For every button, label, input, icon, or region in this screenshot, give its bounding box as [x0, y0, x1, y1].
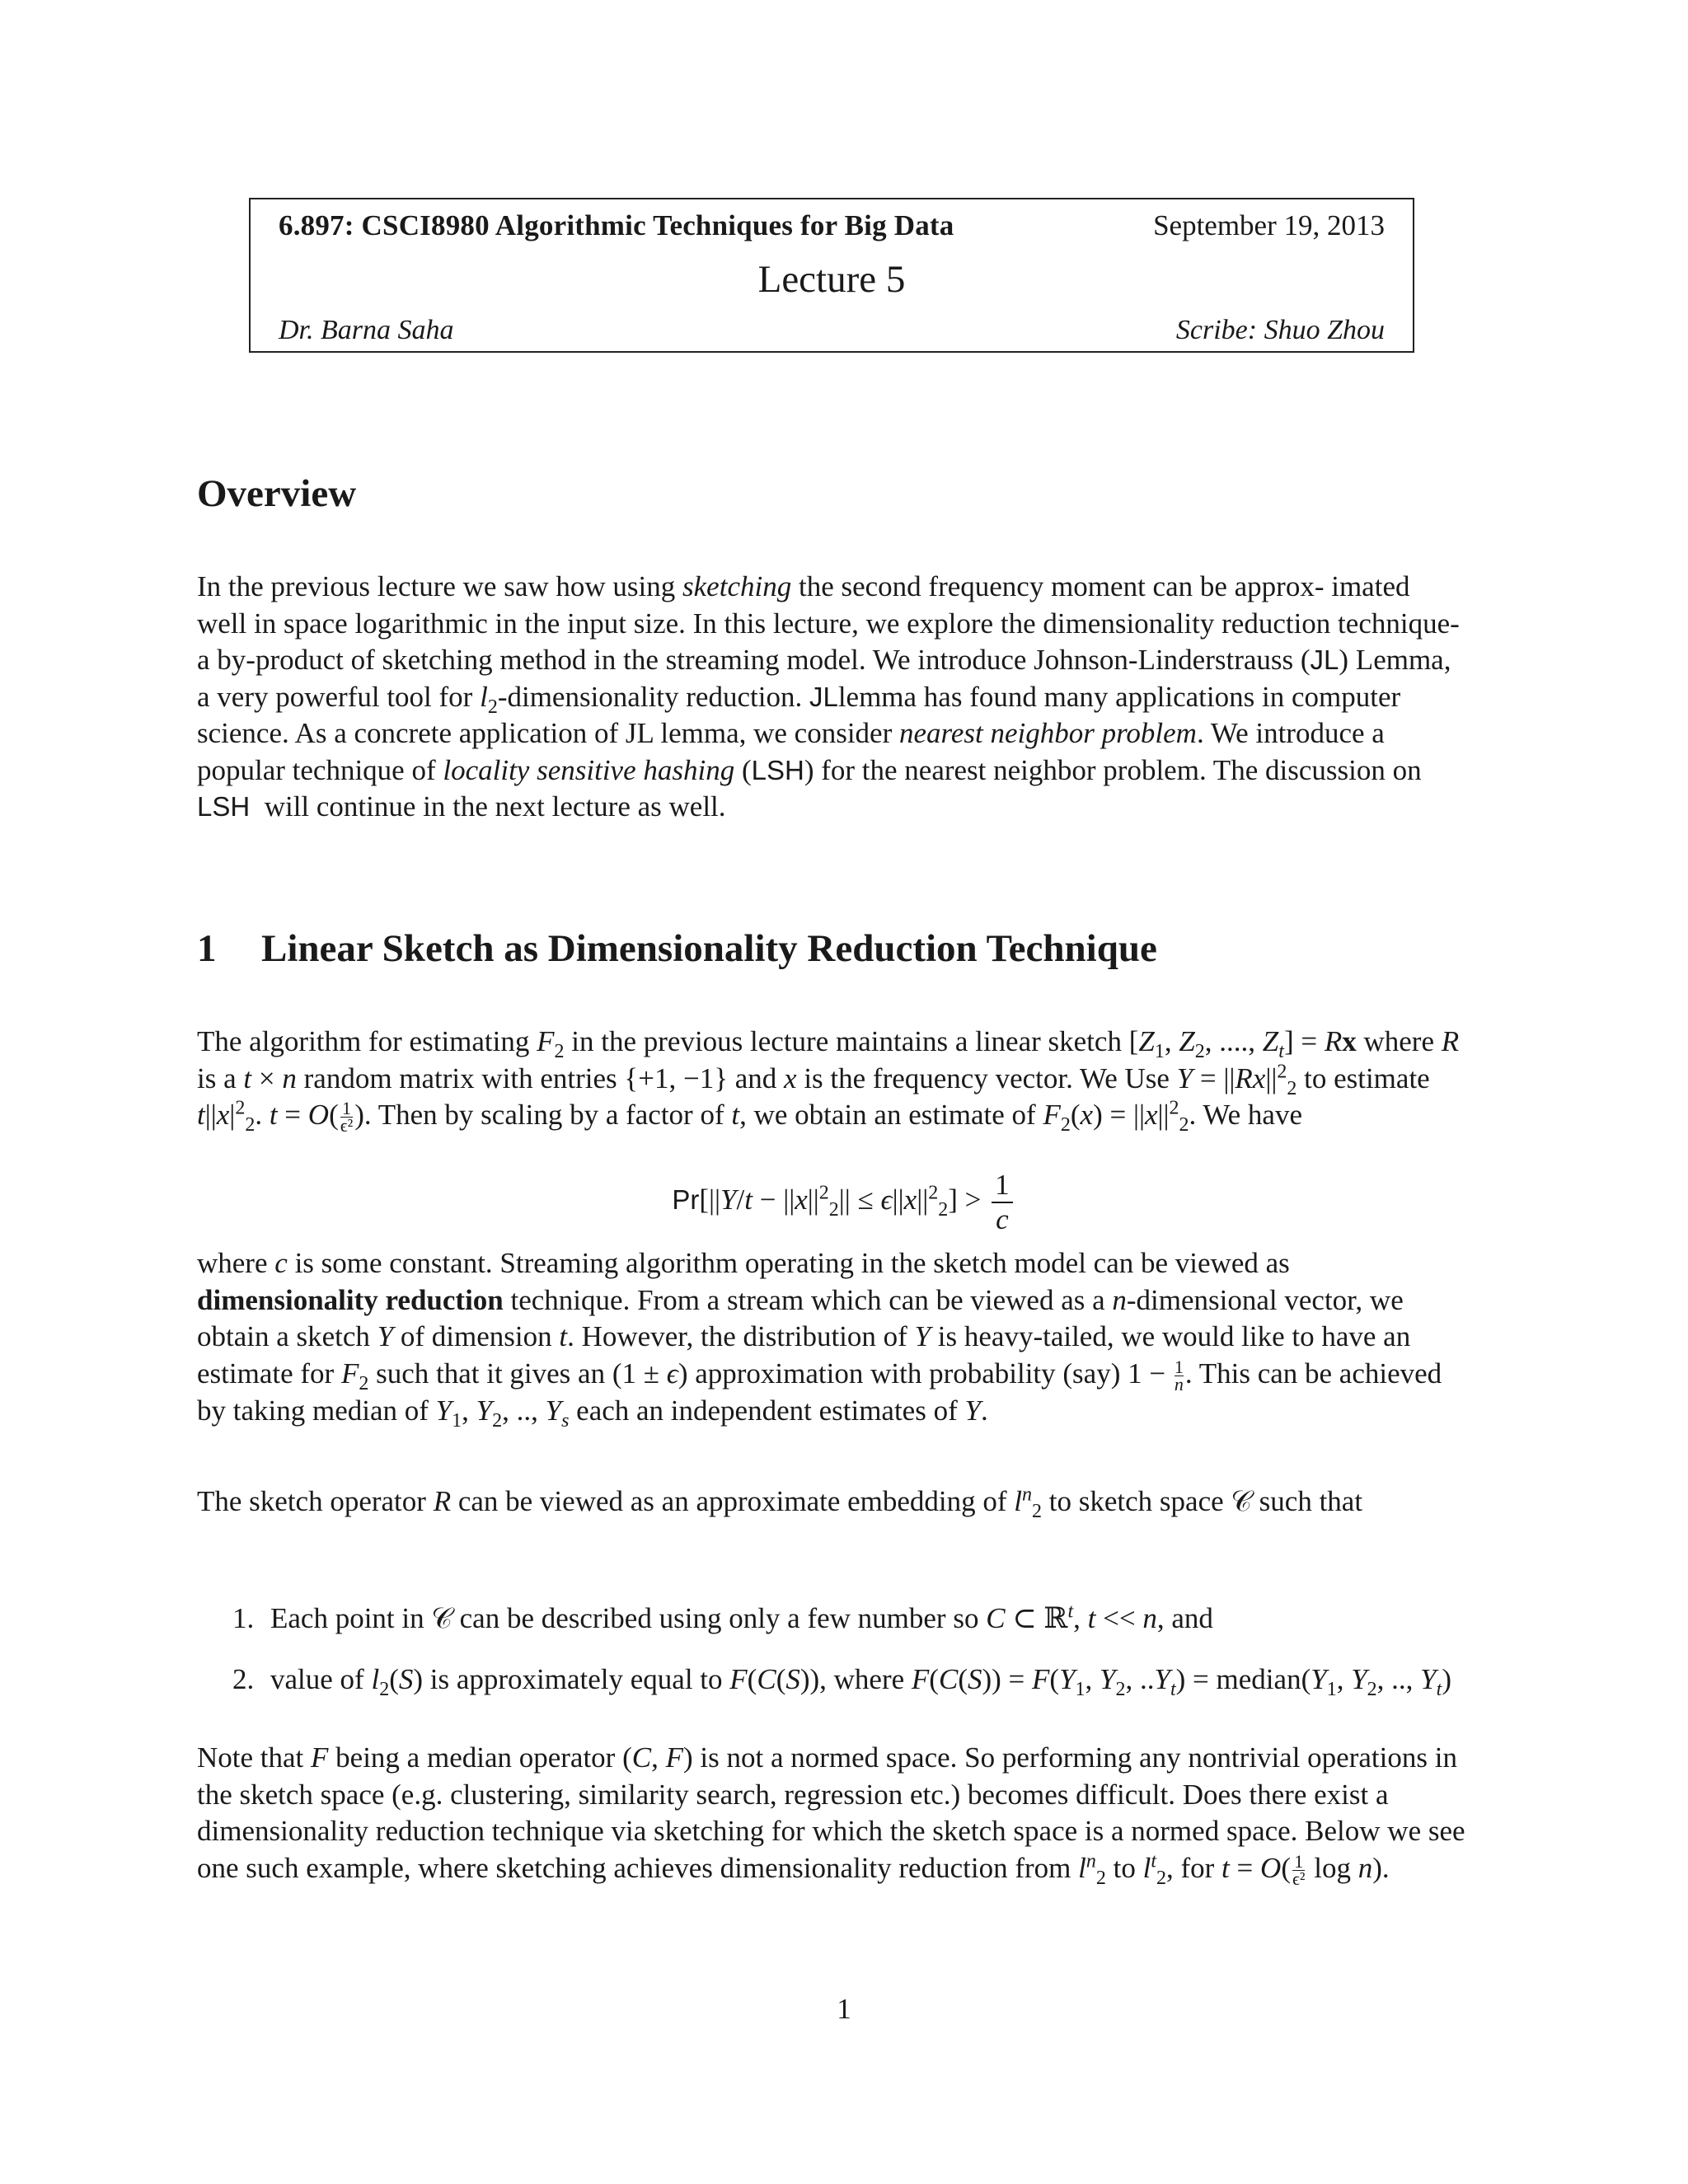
note-paragraph: Note that F being a median operator (C, F) is not a normed space. So performing any nontrivial operations in the sketch space (e.g. clustering, similarity search, regression etc.) becomes difficult. Does there exist a dimensionality reduction technique via sketching for which the sketch space is a normed space. Below we see one such example, where sketching achieves dimensionality reduction from $l^n_2$ to $l^t_2$, for t = O( $\frac{1}{\text{ϵ²}}$ log n).	[197, 1741, 1465, 1889]
probability-inequality: $Pr[||Y/t - ||x||^2_2|| \le \epsilon||x||^2_2]$ > $\frac{1}{c}$	[0, 1169, 1688, 1236]
lecture-number: Lecture 5	[757, 258, 906, 301]
course-title: 6.897: CSCI8980 Algorithmic Techniques for Big Data	[279, 209, 954, 241]
lecture-date: September 19, 2013	[1153, 209, 1385, 241]
lecture-header-box	[249, 198, 1414, 353]
page-number: 1	[837, 1993, 851, 2025]
scribe-name: Scribe: Shuo Zhou	[1175, 315, 1385, 345]
overview-paragraph: In the previous lecture we saw how using sketching the second frequency moment can be approx- imated well in space logarithmic in the input size. In this lecture, we explore the dimensionality reduction technique-a by-product of sketching method in the streaming model. We introduce Johnson-Linderstrauss (JL) Lemma, a very powerful tool for $l_2$-dimensionality reduction. JLlemma has found many applications in computer science. As a concrete application of JL lemma, we consider nearest neighbor problem. We introduce a popular technique of locality sensitive hashing (LSH) for the nearest neighbor problem. The discussion on LSH will continue in the next lecture as well.	[197, 570, 1460, 823]
sketch-operator-paragraph: The sketch operator R can be viewed as an approximate embedding of $l^n_2$ to sketch space 𝒞 such that	[197, 1483, 1363, 1522]
section-1-heading	[197, 926, 1157, 971]
properties-list	[232, 1602, 1451, 1724]
list-item: 2. value of $l_2(S)$ is approximately equal to F(C(S)), where $F(C(S)) = F(Y_1$, $Y_2$, $..Y_t$) = $median(Y_1$, $Y_2$, .., $Y_t$)	[232, 1663, 1451, 1700]
dimensionality-paragraph: where c is some constant. Streaming algorithm operating in the sketch model can be viewed as dimensionality reduction technique. From a stream which can be viewed as a n-dimensional vector, we obtain a sketch Y of dimension t. However, the distribution of Y is heavy-tailed, we would like to have an estimate for $F_2$ such that it gives an (1 ± ϵ) approximation with probability (say) 1 − $\frac{1}{n}$ . This can be achieved by taking median of $Y_1$, $Y_2$, .., $Y_s$ each an independent estimates of Y.	[197, 1247, 1442, 1432]
section-number: 1	[197, 927, 217, 970]
section-title: Linear Sketch as Dimensionality Reduction Technique	[261, 927, 1157, 970]
instructor-name: Dr. Barna Saha	[279, 315, 454, 345]
list-item: 1. Each point in 𝒞 can be described using only a few number so C ⊂ ℝ$^t$, t << n, and	[232, 1601, 1213, 1634]
overview-heading: Overview	[197, 472, 357, 515]
algorithm-paragraph: The algorithm for estimating $F_2$ in the previous lecture maintains a linear sketch [$Z_1$, $Z_2$, ...., $Z_t] = Rx$ where R is a t × n random matrix with entries {+1, −1} and x is the frequency vector. We Use $Y = ||Rx||^2_2$ to estimate $t||x|^2_2$. t = O( $\frac{1}{\text{ϵ²}}$ ). Then by scaling by a factor of t, we obtain an estimate of $F_2(x) = ||x||^2_2$. We have	[197, 1025, 1460, 1137]
